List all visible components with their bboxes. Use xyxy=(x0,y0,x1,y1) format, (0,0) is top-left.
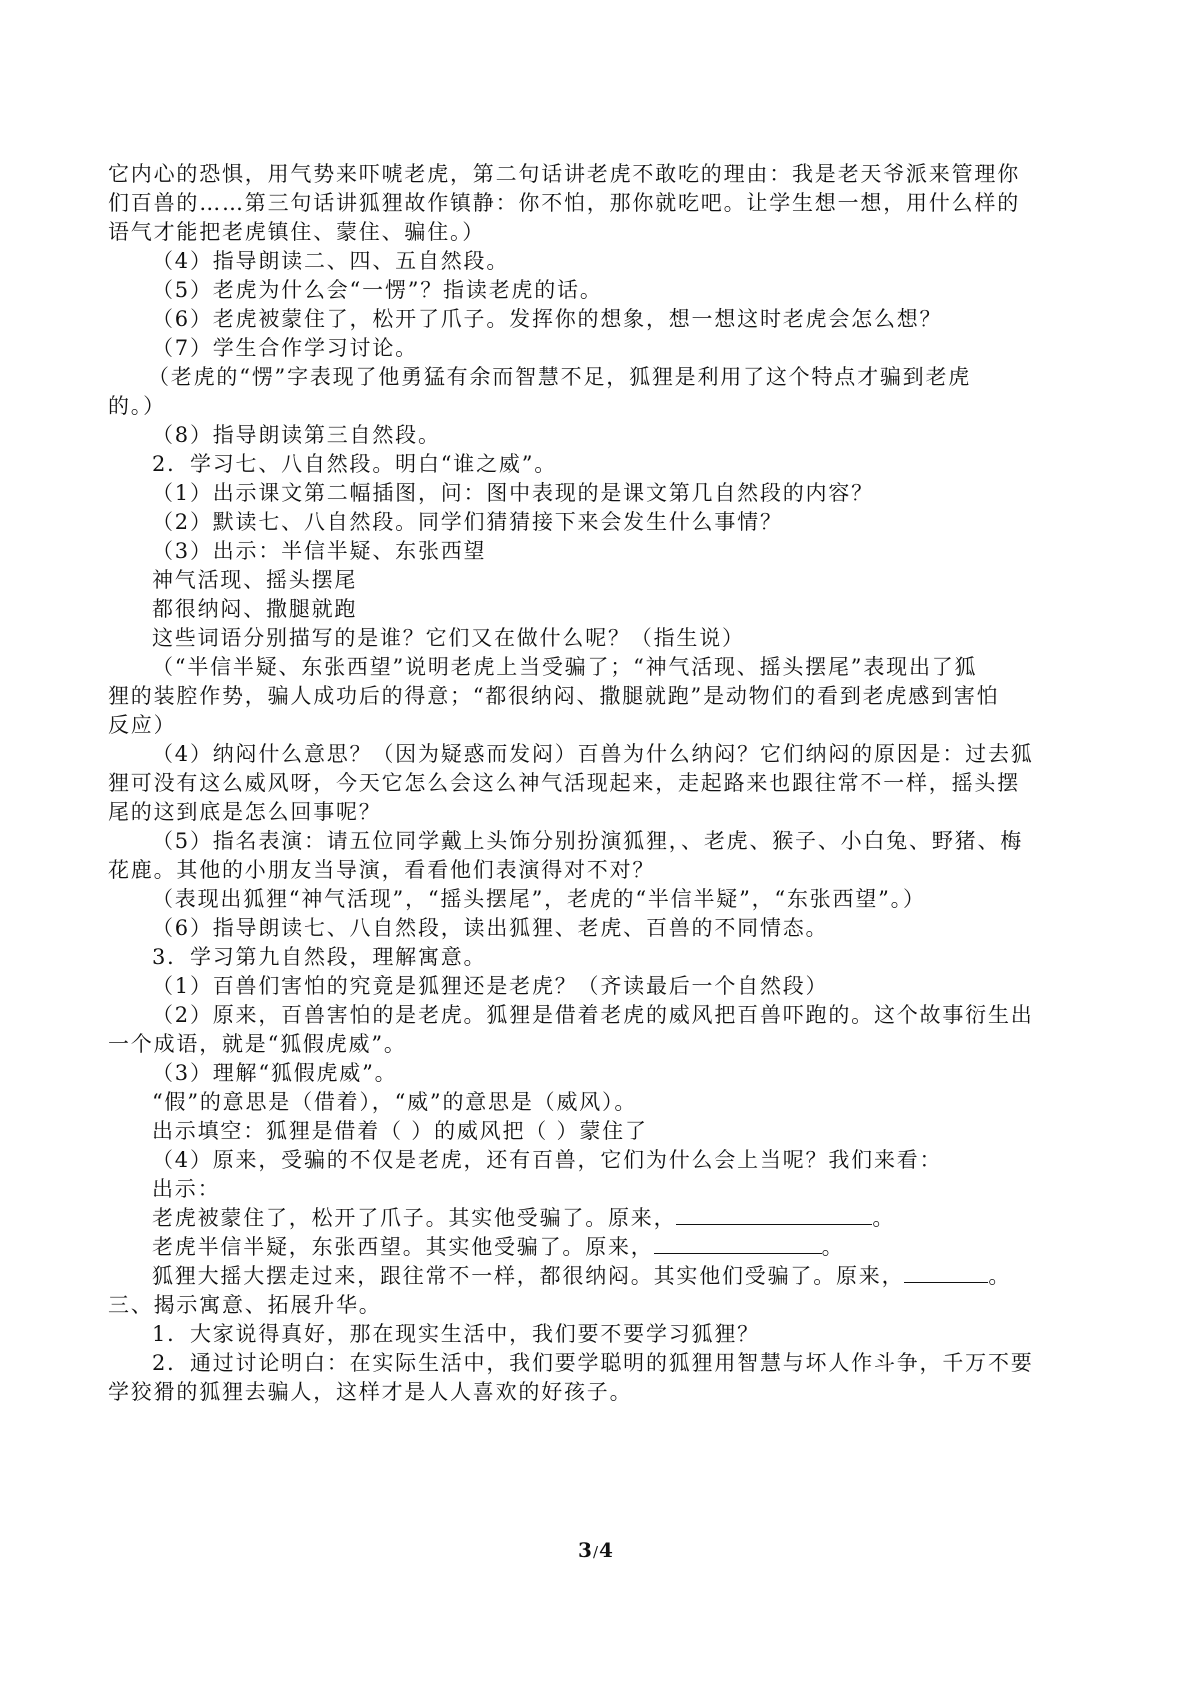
text-line: 语气才能把老虎镇住、蒙住、骗住。） xyxy=(108,220,486,244)
fill-in-prompt: 狐狸大摇大摆走过来，跟往常不一样，都很纳闷。其实他们受骗了。原来， xyxy=(152,1264,905,1288)
document-body xyxy=(108,160,1093,1407)
text-line: （老虎的“愣”字表现了他勇猛有余而智慧不足，狐狸是利用了这个特点才骗到老虎 xyxy=(148,365,972,389)
fill-in-prompt: 老虎被蒙住了，松开了爪子。其实他受骗了。原来， xyxy=(152,1206,677,1230)
word-group: 都很纳闷、撒腿就跑 xyxy=(152,597,358,621)
text-line: （“半信半疑、东张西望”说明老虎上当受骗了；“神气活现、摇头摆尾”表现出了狐 xyxy=(152,655,978,679)
text-line: （5）指名表演：请五位同学戴上头饰分别扮演狐狸，、老虎、猴子、小白兔、野猪、梅 xyxy=(152,829,1024,853)
current-page: 3 xyxy=(578,1538,592,1562)
page-number xyxy=(0,1538,1191,1562)
text-line: （4）纳闷什么意思？（因为疑惑而发闷）百兽为什么纳闷？它们纳闷的原因是：过去狐 xyxy=(152,742,1034,766)
text-line: （7）学生合作学习讨论。 xyxy=(152,336,418,360)
text-line: 一个成语，就是“狐假虎威”。 xyxy=(108,1032,407,1056)
text-line: （2）原来，百兽害怕的是老虎。狐狸是借着老虎的威风把百兽吓跑的。这个故事衍生出 xyxy=(152,1003,1034,1027)
text-line: 2．通过讨论明白：在实际生活中，我们要学聪明的狐狸用智慧与坏人作斗争，千万不要 xyxy=(152,1351,1034,1375)
fill-in-line xyxy=(108,1262,1093,1291)
text-line: （6）指导朗读七、八自然段，读出狐狸、老虎、百兽的不同情态。 xyxy=(152,916,829,940)
fill-in-end: 。 xyxy=(988,1264,1012,1288)
text-line: 这些词语分别描写的是谁？它们又在做什么呢？（指生说） xyxy=(152,626,745,650)
page-separator: / xyxy=(592,1543,599,1561)
text-line: 的。） xyxy=(108,394,166,418)
text-line: （3）出示：半信半疑、东张西望 xyxy=(152,539,487,563)
text-line: （4）原来，受骗的不仅是老虎，还有百兽，它们为什么会上当呢？我们来看： xyxy=(152,1148,943,1172)
section-heading: 3．学习第九自然段，理解寓意。 xyxy=(152,945,487,969)
text-line: 它内心的恐惧，用气势来吓唬老虎，第二句话讲老虎不敢吃的理由：我是老天爷派来管理你 xyxy=(108,162,1020,186)
text-line: 花鹿。其他的小朋友当导演，看看他们表演得对不对？ xyxy=(108,858,656,882)
fill-in-prompt: 老虎半信半疑，东张西望。其实他受骗了。原来， xyxy=(152,1235,654,1259)
text-line: 尾的这到底是怎么回事呢？ xyxy=(108,800,382,824)
text-line: 出示填空：狐狸是借着（ ）的威风把（ ）蒙住了 xyxy=(152,1119,648,1143)
text-line: （6）老虎被蒙住了，松开了爪子。发挥你的想象，想一想这时老虎会怎么想？ xyxy=(152,307,943,331)
fill-in-line xyxy=(108,1233,1093,1262)
fill-in-end: 。 xyxy=(821,1235,845,1259)
fill-in-end: 。 xyxy=(872,1206,896,1230)
fill-in-blank xyxy=(676,1204,872,1225)
section-heading: 2．学习七、八自然段。明白“谁之威”。 xyxy=(152,452,558,476)
text-line: （1）出示课文第二幅插图，问：图中表现的是课文第几自然段的内容？ xyxy=(152,481,874,505)
word-group: 神气活现、摇头摆尾 xyxy=(152,568,358,592)
text-line: （2）默读七、八自然段。同学们猜猜接下来会发生什么事情？ xyxy=(152,510,783,534)
text-line: 反应） xyxy=(108,713,177,737)
total-pages: 4 xyxy=(599,1538,613,1562)
text-line: （表现出狐狸“神气活现”，“摇头摆尾”，老虎的“半信半疑”，“东张西望”。） xyxy=(152,887,926,911)
text-line: （3）理解“狐假虎威”。 xyxy=(152,1061,398,1085)
text-line: 们百兽的……第三句话讲狐狸故作镇静：你不怕，那你就吃吧。让学生想一想，用什么样的 xyxy=(108,191,1020,215)
text-line: （8）指导朗读第三自然段。 xyxy=(152,423,441,447)
text-line: （4）指导朗读二、四、五自然段。 xyxy=(152,249,510,273)
text-line: “假”的意思是（借着），“威”的意思是（威风）。 xyxy=(152,1090,638,1114)
text-line: 学狡猾的狐狸去骗人，这样才是人人喜欢的好孩子。 xyxy=(108,1380,633,1404)
fill-in-line xyxy=(108,1204,1093,1233)
fill-in-blank xyxy=(904,1262,988,1283)
text-line: 狸可没有这么威风呀，今天它怎么会这么神气活现起来，走起路来也跟往常不一样，摇头摆 xyxy=(108,771,1020,795)
text-line: （1）百兽们害怕的究竟是狐狸还是老虎？（齐读最后一个自然段） xyxy=(152,974,829,998)
text-line: （5）老虎为什么会“一愣”？指读老虎的话。 xyxy=(152,278,603,302)
text-line: 出示： xyxy=(152,1177,221,1201)
section-heading: 三、揭示寓意、拓展升华。 xyxy=(108,1293,382,1317)
fill-in-blank xyxy=(654,1233,822,1254)
text-line: 狸的装腔作势，骗人成功后的得意；“都很纳闷、撒腿就跑”是动物们的看到老虎感到害怕 xyxy=(108,684,1000,708)
text-line: 1．大家说得真好，那在现实生活中，我们要不要学习狐狸？ xyxy=(152,1322,760,1346)
